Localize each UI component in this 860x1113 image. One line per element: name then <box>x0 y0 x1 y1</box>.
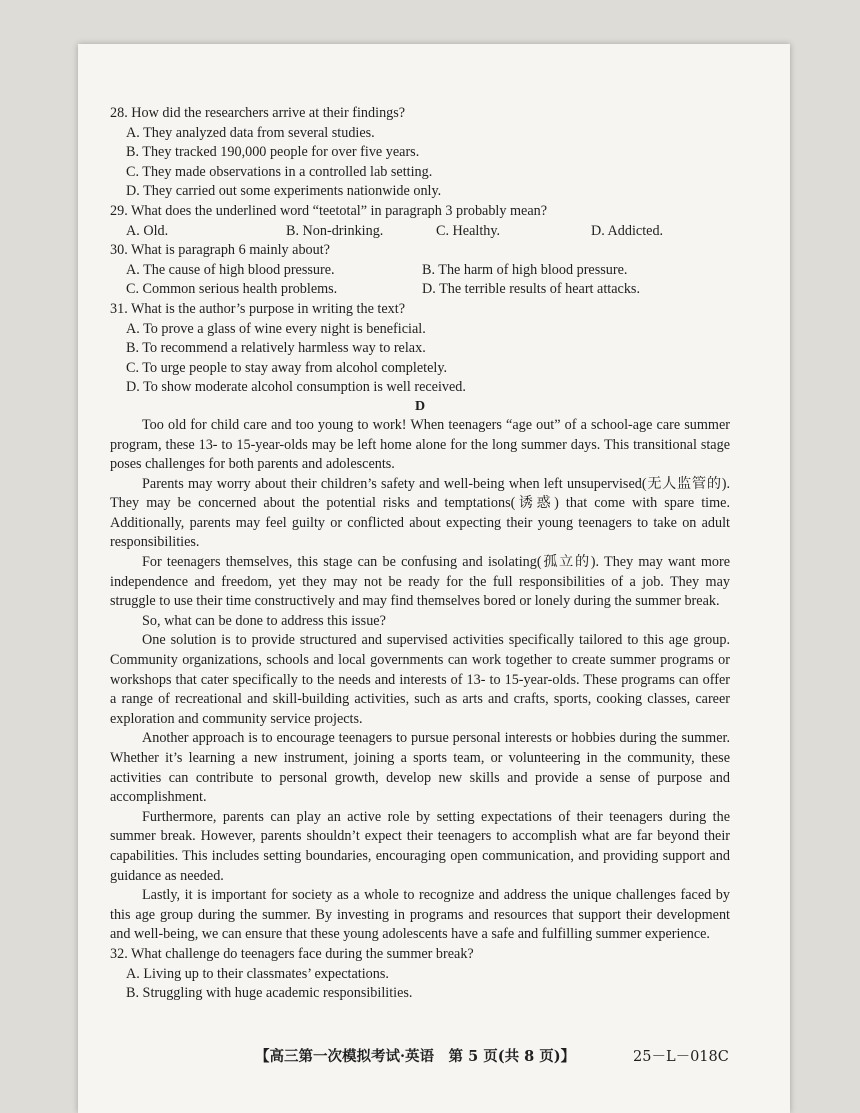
question-29-option-b: B. Non-drinking. <box>286 222 384 239</box>
question-31-option-d: D. To show moderate alcohol consumption is well received. <box>126 379 466 396</box>
passage-paragraph-2: Parents may worry about their children’s safety and well-being when left unsupervised(无人监管的). They may be concerned about the potential risks and temptations(诱惑) that come with spare time. Additionally, parents may feel guilty or conflicted about expecting their young teenagers to take on adult responsibilities. <box>110 475 730 551</box>
page-footer <box>255 1045 775 1066</box>
question-31-option-a: A. To prove a glass of wine every night is beneficial. <box>126 320 426 337</box>
question-29-stem: 29. What does the underlined word “teetotal” in paragraph 3 probably mean? <box>110 202 548 219</box>
question-30-stem: 30. What is paragraph 6 mainly about? <box>110 242 330 259</box>
passage-paragraph-8: Lastly, it is important for society as a whole to recognize and address the unique challenges faced by this age group during the summer. By investing in programs and resources that support their development and well-being, we can ensure that these young adolescents have a safe and fulfilling summer experience. <box>110 887 730 943</box>
question-31-option-c: C. To urge people to stay away from alcohol completely. <box>126 359 448 376</box>
question-30-option-d: D. The terrible results of heart attacks. <box>422 281 640 298</box>
question-31-stem: 31. What is the author’s purpose in writing the text? <box>110 300 405 317</box>
question-29-options <box>126 222 730 242</box>
passage-paragraph-5: One solution is to provide structured and supervised activities specifically tailored to this age group. Community organizations, schools and local governments can work together to create summer programs or workshops that cater specifically to the needs and interests of 13- to 15-year-olds. These programs can offer a range of recreational and skill-building activities, such as arts and crafts, sports, cooking classes, career exploration and community service projects. <box>110 632 730 727</box>
question-28-stem: 28. How did the researchers arrive at their findings? <box>110 105 406 121</box>
passage-paragraph-6: Another approach is to encourage teenagers to pursue personal interests or hobbies during the summer. Whether it’s learning a new instrument, joining a sports team, or volunteering in the community, these activities can contribute to personal growth, develop new skills and provide a sense of purpose and accomplishment. <box>110 730 730 806</box>
question-30-options-cd <box>126 280 730 300</box>
question-28-option-a: A. They analyzed data from several studies. <box>126 124 375 141</box>
passage-paragraph-1: Too old for child care and too young to work! When teenagers “age out” of a school-age care summer program, these 13- to 15-year-olds may be left home alone for the long summer days. This transitional stage poses challenges for both parents and adolescents. <box>110 416 730 473</box>
passage-paragraph-3: For teenagers themselves, this stage can be confusing and isolating(孤立的). They may want more independence and freedom, yet they may not be ready for the full responsibilities of a job. They may struggle to use their time constructively and may find themselves bored or lonely during the summer break. <box>110 554 730 610</box>
passage-paragraph-7: Furthermore, parents can play an active role by setting expectations of their teenagers during the summer break. However, parents shouldn’t expect their teenagers to accomplish what are far beyond their capabilities. This includes setting boundaries, encouraging open communication, and providing support and guidance as needed. <box>110 808 730 884</box>
passage-title: D <box>414 398 426 414</box>
question-28-option-d: D. They carried out some experiments nationwide only. <box>126 183 442 200</box>
page-content <box>110 104 730 1004</box>
question-30-option-b: B. The harm of high blood pressure. <box>422 261 628 278</box>
question-30-options-ab <box>126 261 730 281</box>
question-28-option-c: C. They made observations in a controlled lab setting. <box>126 163 433 180</box>
question-32-option-b: B. Struggling with huge academic responsibilities. <box>126 985 413 1002</box>
question-28-option-b: B. They tracked 190,000 people for over five years. <box>126 144 420 161</box>
question-32-stem: 32. What challenge do teenagers face during the summer break? <box>110 945 474 962</box>
footer-title: 【高三第一次模拟考试·英语 第 5 页(共 8 页)】 <box>255 1048 576 1065</box>
question-31-option-b: B. To recommend a relatively harmless way to relax. <box>126 340 426 357</box>
footer-code: 25－L－018C <box>633 1049 729 1065</box>
question-30-option-a: A. The cause of high blood pressure. <box>126 261 335 278</box>
question-29-option-c: C. Healthy. <box>436 222 501 239</box>
question-29-option-a: A. Old. <box>126 222 169 239</box>
question-32-option-a: A. Living up to their classmates’ expectations. <box>126 965 389 982</box>
passage-paragraph-4: So, what can be done to address this issue? <box>142 612 386 629</box>
question-30-option-c: C. Common serious health problems. <box>126 281 338 298</box>
question-29-option-d: D. Addicted. <box>591 222 664 239</box>
